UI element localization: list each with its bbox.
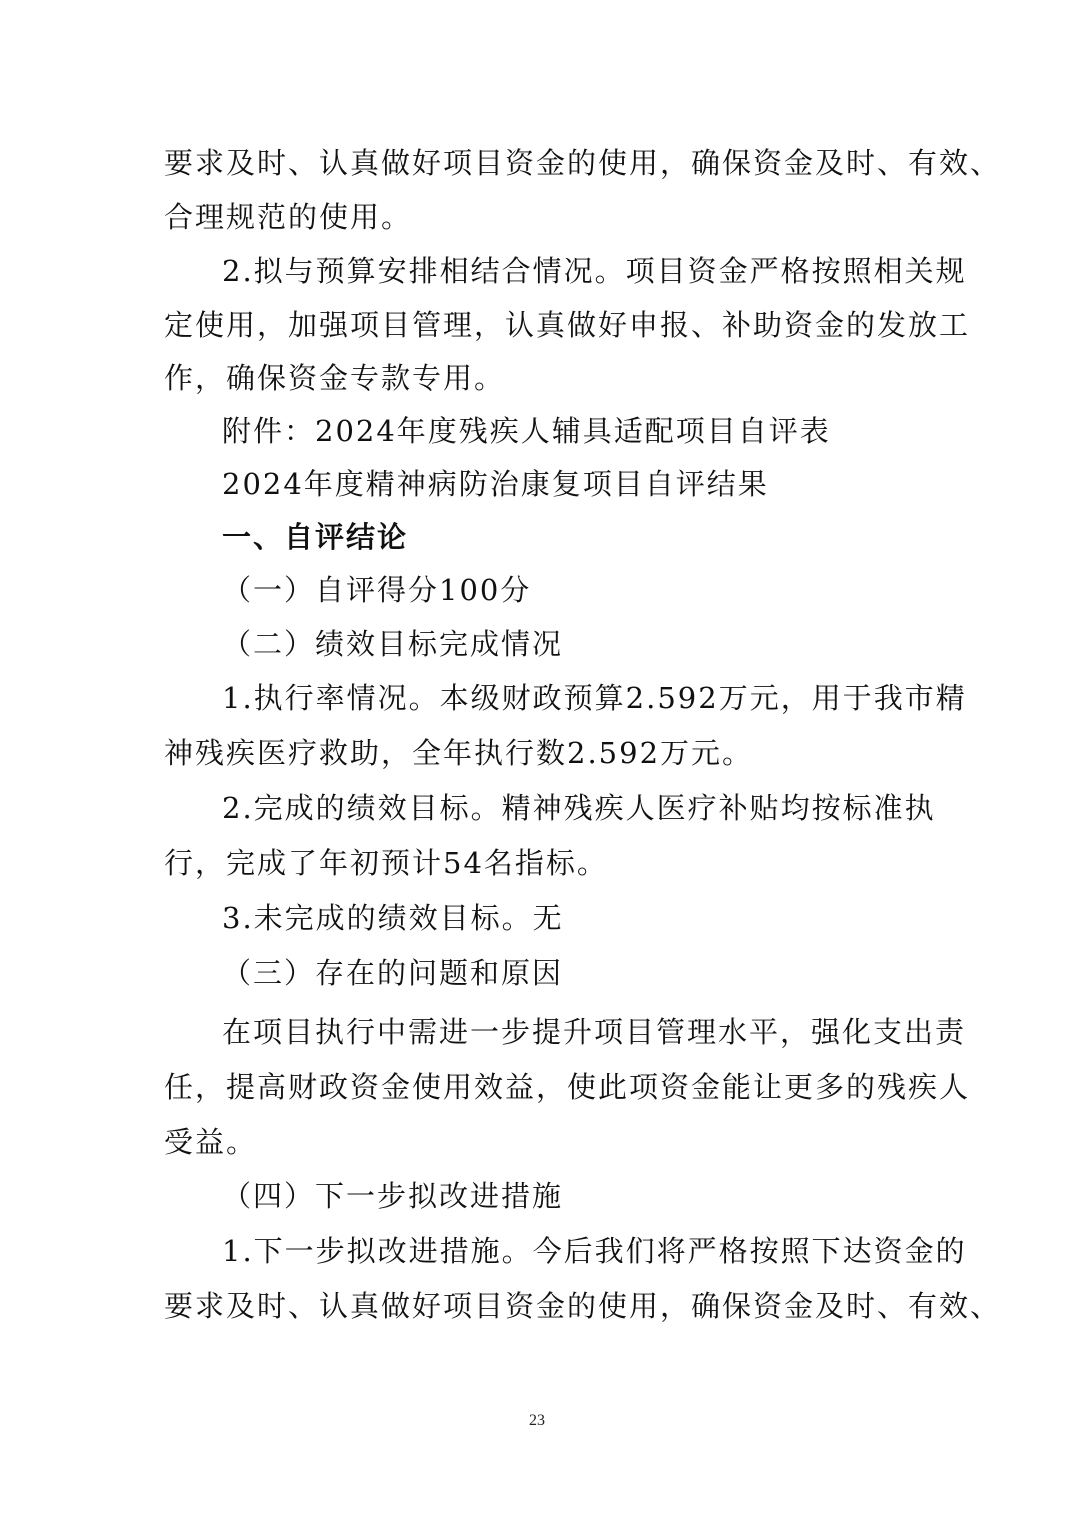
page-number: 23 bbox=[529, 1412, 545, 1429]
body-text-line: 要求及时、认真做好项目资金的使用，确保资金及时、有效、 bbox=[164, 146, 1002, 180]
body-text-line: 神残疾医疗救助，全年执行数2.592万元。 bbox=[164, 736, 754, 770]
body-text-line: 要求及时、认真做好项目资金的使用，确保资金及时、有效、 bbox=[164, 1289, 1002, 1323]
heading-level-2: （一）自评得分100分 bbox=[222, 573, 532, 607]
body-text-line: 行，完成了年初预计54名指标。 bbox=[164, 846, 608, 880]
body-text-line: 在项目执行中需进一步提升项目管理水平，强化支出责 bbox=[222, 1015, 967, 1049]
body-text-line: 作，确保资金专款专用。 bbox=[164, 361, 506, 395]
body-text-line: 1.执行率情况。本级财政预算2.592万元，用于我市精 bbox=[222, 681, 967, 715]
body-text-line: 3.未完成的绩效目标。无 bbox=[222, 901, 564, 935]
attachment-line: 附件：2024年度残疾人辅具适配项目自评表 bbox=[222, 414, 831, 448]
body-text-line: 定使用，加强项目管理，认真做好申报、补助资金的发放工 bbox=[164, 308, 971, 342]
body-text-line: 受益。 bbox=[164, 1125, 258, 1159]
body-text-line: 合理规范的使用。 bbox=[164, 200, 413, 234]
section-title: 2024年度精神病防治康复项目自评结果 bbox=[222, 467, 769, 501]
body-text-line: 任，提高财政资金使用效益，使此项资金能让更多的残疾人 bbox=[164, 1070, 971, 1104]
heading-level-2: （三）存在的问题和原因 bbox=[222, 956, 564, 990]
heading-level-2: （四）下一步拟改进措施 bbox=[222, 1179, 564, 1213]
heading-level-2: （二）绩效目标完成情况 bbox=[222, 627, 564, 661]
body-text-line: 2.拟与预算安排相结合情况。项目资金严格按照相关规 bbox=[222, 254, 967, 288]
body-text-line: 1.下一步拟改进措施。今后我们将严格按照下达资金的 bbox=[222, 1234, 967, 1268]
heading-level-1: 一、自评结论 bbox=[222, 520, 409, 554]
body-text-line: 2.完成的绩效目标。精神残疾人医疗补贴均按标准执 bbox=[222, 791, 936, 825]
